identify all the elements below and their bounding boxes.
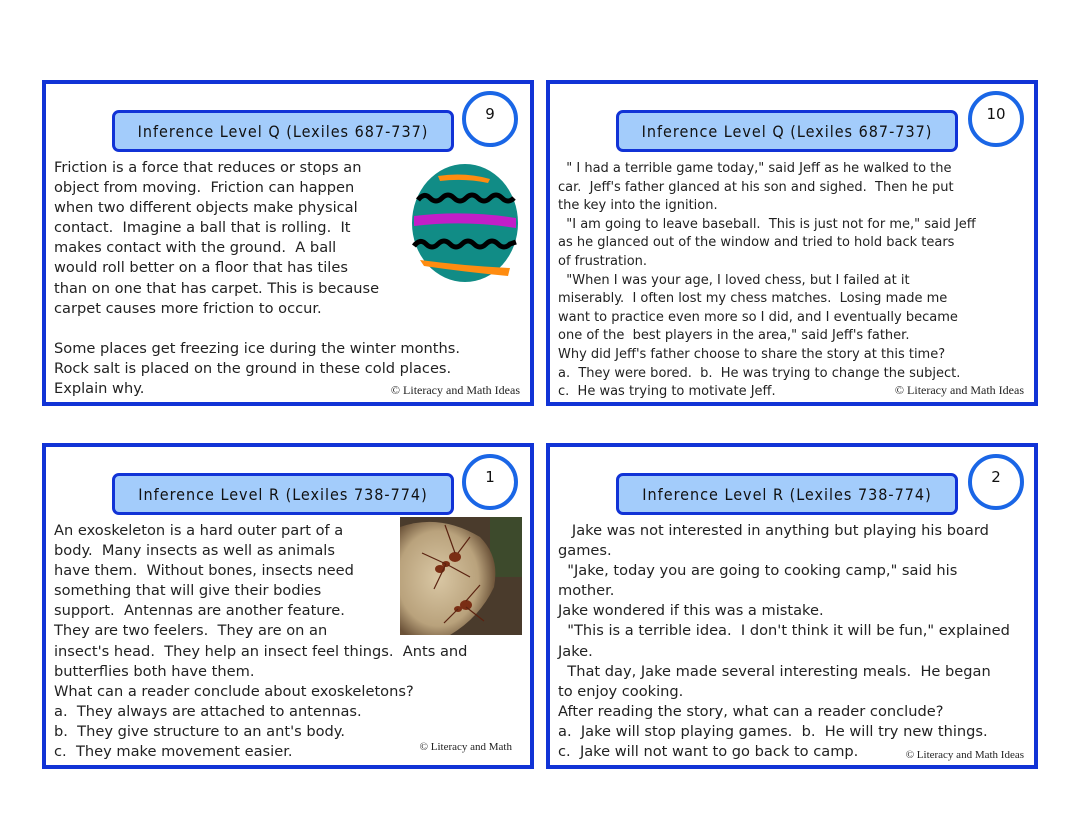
passage-line: Jake was not interested in anything but playing his board bbox=[558, 522, 989, 539]
question-line: After reading the story, what can a reader conclude? bbox=[558, 702, 944, 720]
card-passage bbox=[558, 521, 1026, 762]
copyright-text: © Literacy and Math Ideas bbox=[390, 383, 520, 397]
passage-line: insect's head. They help an insect feel things. Ants and bbox=[54, 642, 468, 660]
answer-line: c. He was trying to motivate Jeff. bbox=[558, 384, 776, 400]
card-number-badge: 9 bbox=[462, 91, 518, 147]
card-passage bbox=[54, 521, 522, 762]
card-passage bbox=[54, 158, 522, 399]
question-line: Rock salt is placed on the ground in these cold places. bbox=[54, 359, 452, 377]
passage-line: Jake wondered if this was a mistake. bbox=[558, 602, 824, 620]
question-line: Why did Jeff's father choose to share the story at this time? bbox=[558, 346, 946, 362]
task-card-1 bbox=[42, 443, 534, 769]
passage-line: " I had a terrible game today," said Jeff as he walked to the bbox=[558, 161, 952, 176]
passage-line: An exoskeleton is a hard outer part of a bbox=[54, 522, 344, 539]
passage-line: mother. bbox=[558, 582, 615, 600]
card-title: Inference Level R (Lexiles 738-774) bbox=[112, 473, 454, 515]
passage-line: contact. Imagine a ball that is rolling. It bbox=[54, 219, 351, 237]
passage-line: would roll better on a floor that has tiles bbox=[54, 259, 348, 277]
passage-line: car. Jeff's father glanced at his son and sighed. Then he put bbox=[558, 179, 954, 195]
passage-line: Friction is a force that reduces or stops an bbox=[54, 159, 362, 176]
passage-line: object from moving. Friction can happen bbox=[54, 179, 355, 197]
passage-line: the key into the ignition. bbox=[558, 198, 718, 214]
passage-line: when two different objects make physical bbox=[54, 199, 358, 217]
passage-line: "I am going to leave baseball. This is just not for me," said Jeff bbox=[558, 216, 976, 232]
question-line: What can a reader conclude about exoskeletons? bbox=[54, 682, 414, 700]
answer-line: b. They give structure to an ant's body. bbox=[54, 722, 345, 740]
answer-line: c. They make movement easier. bbox=[54, 743, 293, 761]
passage-line: as he glanced out of the window and tried to hold back tears bbox=[558, 235, 955, 251]
passage-line: butterflies both have them. bbox=[54, 662, 255, 680]
passage-line: games. bbox=[558, 542, 612, 560]
card-title: Inference Level Q (Lexiles 687-737) bbox=[112, 110, 454, 152]
copyright-text: © Literacy and Math bbox=[419, 741, 512, 753]
passage-line: Jake. bbox=[558, 642, 593, 660]
passage-line: want to practice even more so I did, and I eventually became bbox=[558, 309, 958, 325]
passage-line: than on one that has carpet. This is because bbox=[54, 279, 380, 297]
passage-line: They are two feelers. They are on an bbox=[54, 622, 328, 640]
answer-line: a. They were bored. b. He was trying to change the subject. bbox=[558, 365, 961, 381]
card-number-badge: 10 bbox=[968, 91, 1024, 147]
question-line: Explain why. bbox=[54, 379, 145, 397]
passage-line: "When I was your age, I loved chess, but I failed at it bbox=[558, 272, 910, 288]
passage-line: have them. Without bones, insects need bbox=[54, 562, 354, 580]
passage-line: "Jake, today you are going to cooking camp," said his bbox=[558, 562, 958, 580]
passage-line: to enjoy cooking. bbox=[558, 682, 684, 700]
answer-line: a. Jake will stop playing games. b. He will try new things. bbox=[558, 722, 988, 740]
passage-line: That day, Jake made several interesting meals. He began bbox=[558, 662, 991, 680]
passage-line: something that will give their bodies bbox=[54, 582, 322, 600]
card-title: Inference Level R (Lexiles 738-774) bbox=[616, 473, 958, 515]
passage-line: body. Many insects as well as animals bbox=[54, 542, 335, 560]
card-number-badge: 1 bbox=[462, 454, 518, 510]
copyright-text: © Literacy and Math Ideas bbox=[905, 749, 1024, 761]
answer-line: c. Jake will not want to go back to camp. bbox=[558, 743, 859, 761]
passage-line: "This is a terrible idea. I don't think it will be fun," explained bbox=[558, 622, 1010, 640]
card-number-badge: 2 bbox=[968, 454, 1024, 510]
card-title: Inference Level Q (Lexiles 687-737) bbox=[616, 110, 958, 152]
task-card-2 bbox=[546, 443, 1038, 769]
passage-line: miserably. I often lost my chess matches. Losing made me bbox=[558, 291, 948, 307]
question-line: Some places get freezing ice during the winter months. bbox=[54, 339, 460, 357]
task-card-9 bbox=[42, 80, 534, 406]
copyright-text: © Literacy and Math Ideas bbox=[894, 383, 1024, 397]
card-passage bbox=[558, 160, 1026, 402]
passage-line: of frustration. bbox=[558, 253, 648, 269]
answer-line: a. They always are attached to antennas. bbox=[54, 702, 362, 720]
passage-line: support. Antennas are another feature. bbox=[54, 602, 345, 620]
passage-line: one of the best players in the area," said Jeff's father. bbox=[558, 328, 910, 344]
task-card-10 bbox=[546, 80, 1038, 406]
passage-line: makes contact with the ground. A ball bbox=[54, 239, 337, 257]
passage-line: carpet causes more friction to occur. bbox=[54, 299, 322, 317]
